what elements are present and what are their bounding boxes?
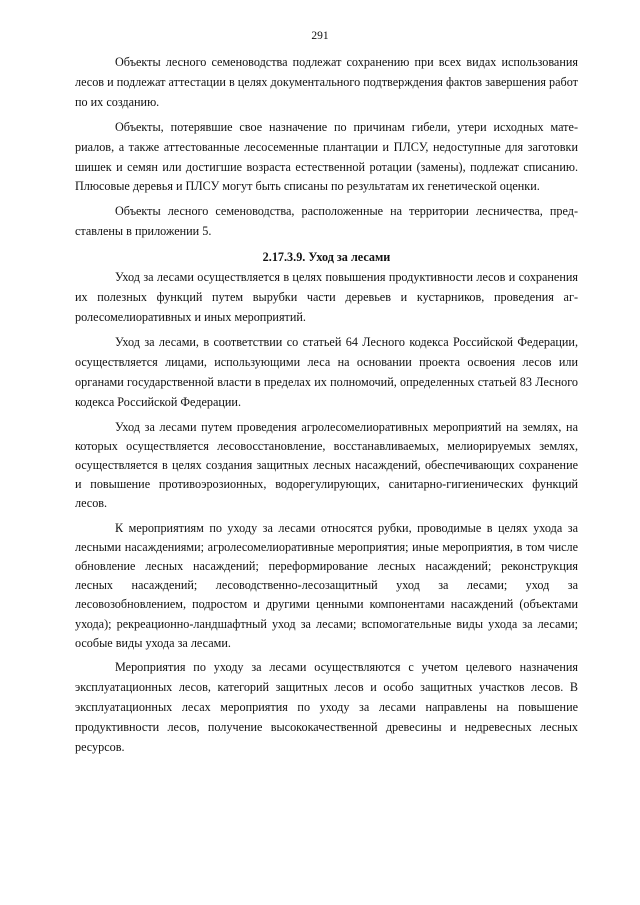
paragraph-forest-care-article-64: Уход за лесами, в соответствии со статьей 64 Лесного кодекса Российской Федерации, осуществляется лицами, использующими леса на основании проекта освоения лесов или органами государственной власти в пределах их полномочий, определенных статьей 83 Лесного кодекса Российской Федерации. — [75, 334, 578, 409]
paragraph-agroforestry-care: Уход за лесами путем проведения агролесомелиоративных мероприятий на землях, на которых осуществляется лесовосстановление, восстанавливаемых, мелиорируемых землях, осуществляется в целях создания защитных лесных насаждений, обеспечивающих сохранение и повышение противоэрозионных, водорегулирующих, санитарно-гигиенических функций лесов. — [75, 419, 578, 511]
paragraph-forest-care-purpose: Уход за лесами осуществляется в целях повышения продуктивности лесов и сохранения их полезных функций путем вырубки части деревьев и кустарников, проведения агролесомелиоративных и иных мероприятий. — [75, 270, 578, 324]
page-number: 291 — [311, 30, 329, 42]
paragraph-seed-objects-appendix: Объекты лесного семеноводства, расположенные на территории лесничества, представлены в приложении 5. — [75, 204, 578, 239]
page-body — [75, 53, 578, 762]
paragraph-seed-objects-decommission: Объекты, потерявшие свое назначение по причинам гибели, утери исходных материалов, а также аттестованные лесосеменные плантации и ПЛСУ, недоступные для заготовки шишек и семян или достигшие возраста естественной ротации (замены), подлежат списанию. Плюсовые деревья и ПЛСУ могут быть списаны по результатам их генетической оценки. — [75, 119, 578, 194]
paragraph-seed-objects-preservation: Объекты лесного семеноводства подлежат сохранению при всех видах использования лесов и подлежат аттестации в целях документального подтверждения фактов завершения работ по их созданию. — [75, 55, 578, 109]
paragraph-care-measures-list: К мероприятиям по уходу за лесами относятся рубки, проводимые в целях ухода за лесными насаждениями; агролесомелиоративные мероприятия; иные мероприятия, в том числе обновление лесных насаждений; переформирование лесных насаждений; реконструкция лесных насаждений; лесоводственно-лесозащитный уход за лесами; уход за лесовозобновлением, подростом и другими ценными компонентами насаждений (объектами ухода); рекреационно-ландшафтный уход за лесами; вспомогательные виды ухода за лесами; особые виды ухода за лесами. — [75, 520, 578, 650]
section-heading: 2.17.3.9. Уход за лесами — [262, 250, 391, 265]
paragraph-care-target-purpose: Мероприятия по уходу за лесами осуществляются с учетом целевого назначения эксплуатационных лесов, категорий защитных лесов и особо защитных участков лесов. В эксплуатационных лесах мероприятия по уходу за лесами направлены на повышение продуктивности лесов, получение высококачественной древесины и недревесных лесных ресурсов. — [75, 659, 578, 754]
